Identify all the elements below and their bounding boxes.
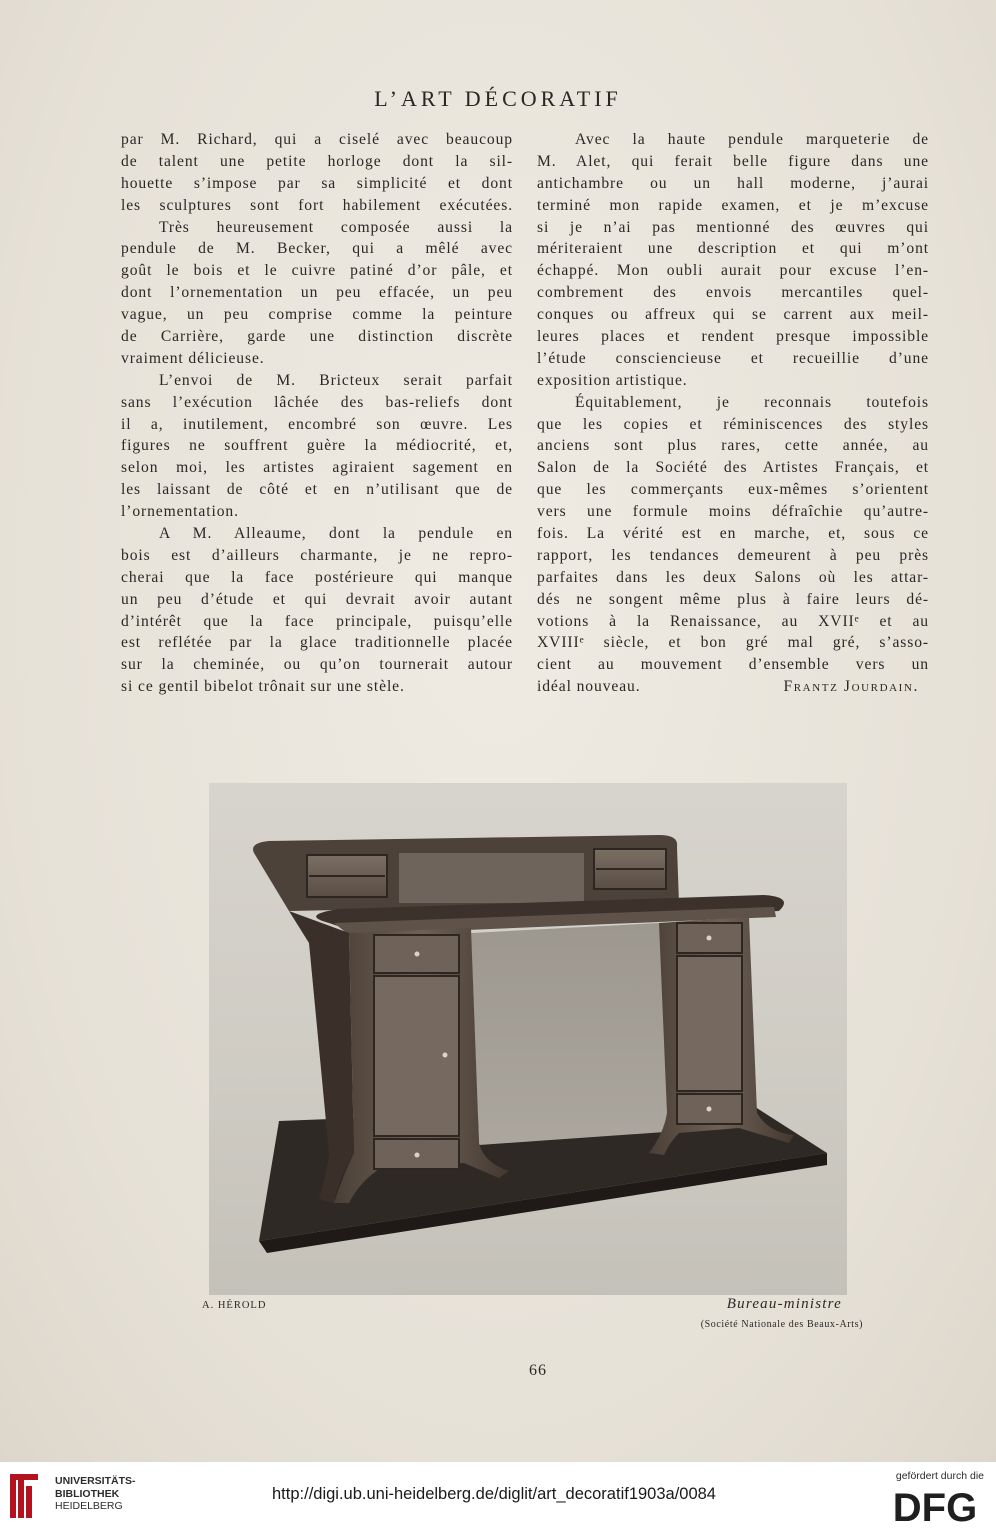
digitization-footer	[0, 1462, 996, 1533]
text-line: l’étude consciencieuse et recueillie d’une	[537, 349, 929, 367]
text-line: Équitablement, je reconnais toutefois	[575, 393, 929, 411]
funded-by-label: gefördert durch die	[895, 1470, 984, 1482]
text-line: si je n’ai pas mentionné des œuvres qui	[537, 218, 929, 236]
figure-subtitle: (Société Nationale des Beaux-Arts)	[700, 1319, 863, 1330]
text-line: fois. La vérité est en marche, et, sous ce	[537, 525, 929, 543]
text-line: rapport, les tendances demeurent à peu près	[537, 546, 929, 564]
text-line: XVIIIᵉ siècle, et bon gré mal gré, s’asso-	[537, 634, 929, 652]
text-line: de talent une petite horloge dont la sil-	[121, 152, 513, 170]
text-line: l’ornementation.	[121, 503, 239, 521]
text-line: les sculptures sont fort habilement exécutées.	[121, 196, 513, 214]
text-line: que les commerçants eux-mêmes s’orientent	[537, 481, 929, 499]
dfg-logo-icon[interactable]	[886, 1486, 984, 1526]
text-line: Très heureusement composée aussi la	[159, 218, 513, 236]
text-line: anciens sont plus rares, cette année, au	[537, 437, 929, 455]
text-line: L’envoi de M. Bricteux serait parfait	[159, 371, 513, 389]
text-line: leures places et rendent presque impossible	[537, 328, 929, 346]
text-line: sans l’exécution lâchée des bas-reliefs dont	[121, 393, 513, 411]
text-line: un peu d’étude et qui devrait avoir autant	[121, 590, 513, 608]
running-head: L’ART DÉCORATIF	[374, 86, 622, 111]
permalink-url[interactable]: http://digi.ub.uni-heidelberg.de/diglit/art_decoratif1903a/0084	[272, 1485, 716, 1503]
text-line: de Carrière, garde une distinction discrète	[121, 328, 513, 346]
photograph-bureau-ministre	[209, 783, 847, 1295]
page-number: 66	[529, 1362, 547, 1379]
text-line: dont l’ornementation un peu effacée, un peu	[121, 284, 513, 302]
text-line: exposition artistique.	[537, 371, 688, 389]
text-line: Avec la haute pendule marqueterie de	[575, 131, 929, 148]
text-line: selon moi, les artistes agiraient sagement en	[121, 459, 513, 477]
text-line: vraiment délicieuse.	[121, 349, 265, 367]
text-line: d’intérêt que la face principale, puisqu’elle	[121, 612, 513, 630]
text-line: combrement des envois mercantiles quel-	[537, 284, 929, 302]
text-line: conques ou affreux qui se carrent aux meil-	[537, 306, 929, 324]
figure-title: Bureau-ministre	[726, 1296, 842, 1312]
text-column-right	[537, 129, 929, 698]
text-line: est reflétée par la glace traditionnelle placée	[121, 634, 513, 652]
author-signature: Frantz Jourdain.	[783, 678, 919, 696]
text-line: vers une formule moins défraîchie qu’autre-	[537, 503, 929, 521]
text-line: vague, un peu comprise comme la peinture	[121, 306, 513, 324]
text-line: par M. Richard, qui a ciselé avec beaucoup	[121, 131, 513, 148]
text-line: sur la cheminée, ou qu’on tournerait autour	[121, 656, 513, 674]
svg-text:DFG: DFG	[892, 1486, 978, 1526]
text-line: pendule de M. Becker, qui a mêlé avec	[121, 240, 513, 258]
text-line: M. Alet, qui ferait belle figure dans une	[537, 152, 929, 170]
closing-line	[537, 676, 929, 698]
text-line: que les copies et réminiscences des styles	[537, 415, 929, 433]
text-line: houette s’impose par sa simplicité et dont	[121, 174, 513, 192]
text-line: votions à la Renaissance, au XVIIᵉ et au	[537, 612, 929, 630]
text-line: il a, inutilement, encombré son œuvre. Les	[121, 415, 513, 433]
text-line: parfaites dans les deux Salons où les attar-	[537, 568, 929, 586]
final-line-text: idéal nouveau.	[537, 678, 641, 696]
university-library-logo-icon[interactable]	[8, 1470, 50, 1522]
text-column-left	[121, 129, 513, 698]
text-line: cient au mouvement d’ensemble vers un	[537, 656, 929, 674]
text-line: figures ne souffrent guère la médiocrité, et,	[121, 437, 513, 455]
text-line: goût le bois et le cuivre patiné d’or pâle, et	[121, 262, 513, 280]
text-line: les laissant de côté et en n’utilisant que de	[121, 481, 513, 499]
text-line: cherai que la face postérieure qui manque	[121, 568, 513, 586]
text-line: A M. Alleaume, dont la pendule en	[159, 525, 513, 543]
text-line: Salon de la Société des Artistes Français, et	[537, 459, 929, 477]
text-line: antichambre ou un hall moderne, j’aurai	[537, 174, 929, 192]
figure-credit: A. HÉROLD	[202, 1300, 267, 1311]
text-line: dés ne songent même plus à faire leurs dé-	[537, 590, 929, 608]
text-line: bois est d’ailleurs charmante, je ne repro-	[121, 546, 513, 564]
institution-name[interactable]: UNIVERSITÄTS- BIBLIOTHEK HEIDELBERG	[55, 1475, 136, 1512]
text-line: mériteraient une description et qui m’ont	[537, 240, 929, 258]
text-line: échappé. Mon oubli aurait pour excuse l’en-	[537, 262, 929, 280]
text-line: si ce gentil bibelot trônait sur une stèle.	[121, 678, 405, 696]
desk-illustration	[209, 783, 847, 1295]
text-line: terminé mon rapide examen, et je m’excuse	[537, 196, 929, 214]
